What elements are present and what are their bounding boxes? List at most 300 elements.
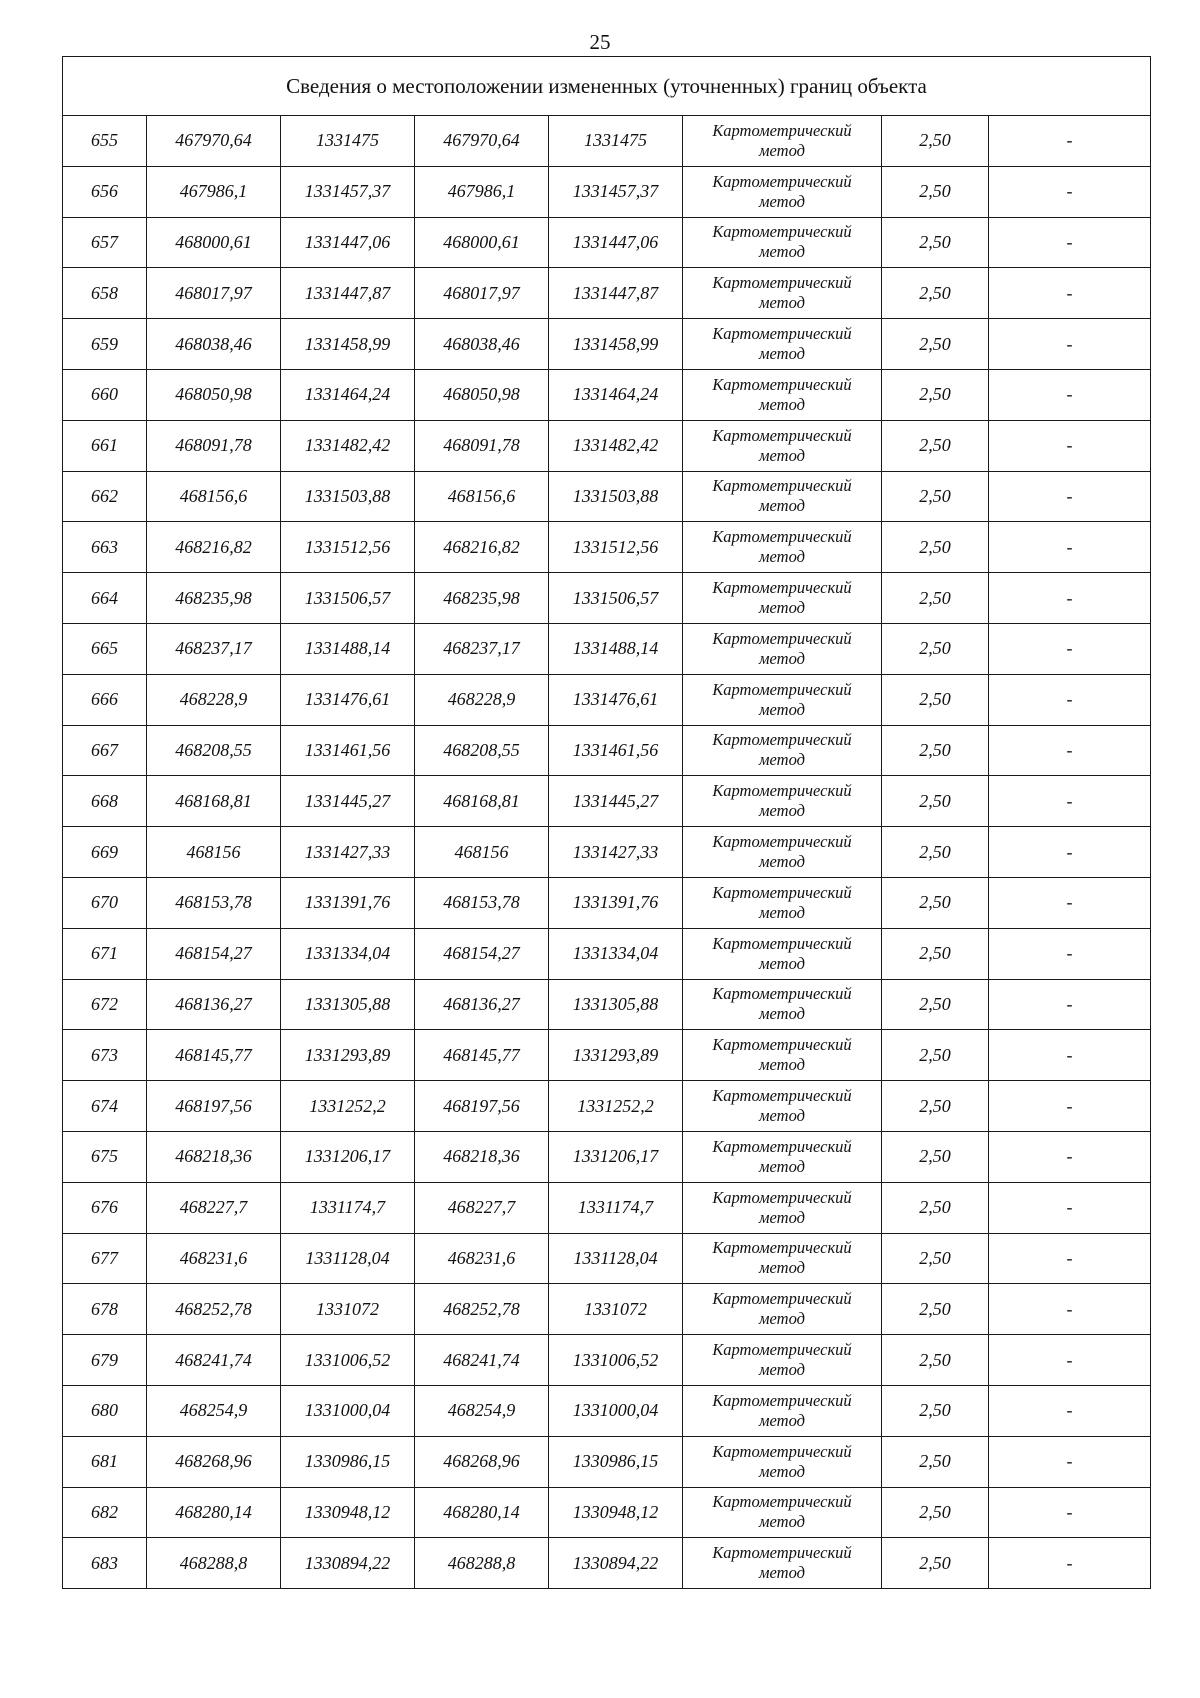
x-existing-cell: 468216,82 (147, 522, 281, 573)
method-line-2: метод (759, 1106, 805, 1126)
x-refined-cell: 468136,27 (415, 979, 549, 1030)
y-existing-cell: 1331503,88 (281, 471, 415, 522)
x-existing-cell: 468254,9 (147, 1385, 281, 1436)
point-number-cell: 678 (63, 1284, 147, 1335)
note-cell: - (989, 319, 1151, 370)
accuracy-cell: 2,50 (882, 1385, 989, 1436)
x-existing-cell: 468154,27 (147, 928, 281, 979)
accuracy-cell: 2,50 (882, 1081, 989, 1132)
x-existing-cell: 468280,14 (147, 1487, 281, 1538)
x-refined-cell: 468168,81 (415, 776, 549, 827)
y-refined-cell: 1331461,56 (549, 725, 683, 776)
x-existing-cell: 468197,56 (147, 1081, 281, 1132)
table-title: Сведения о местоположении измененных (уточненных) границ объекта (63, 57, 1151, 116)
method-cell (683, 1436, 882, 1487)
y-refined-cell: 1331447,87 (549, 268, 683, 319)
table-row (63, 674, 1151, 725)
point-number-cell: 669 (63, 827, 147, 878)
table-row (63, 1233, 1151, 1284)
x-existing-cell: 468231,6 (147, 1233, 281, 1284)
point-number-cell: 657 (63, 217, 147, 268)
x-refined-cell: 468254,9 (415, 1385, 549, 1436)
method-line-1: Картометрический (712, 476, 852, 496)
table-row (63, 116, 1151, 167)
y-refined-cell: 1331457,37 (549, 166, 683, 217)
x-refined-cell: 468241,74 (415, 1335, 549, 1386)
note-cell: - (989, 268, 1151, 319)
y-refined-cell: 1331000,04 (549, 1385, 683, 1436)
x-refined-cell: 468156 (415, 827, 549, 878)
method-line-1: Картометрический (712, 933, 852, 953)
y-refined-cell: 1331512,56 (549, 522, 683, 573)
table-row (63, 1335, 1151, 1386)
y-refined-cell: 1331305,88 (549, 979, 683, 1030)
method-line-1: Картометрический (712, 222, 852, 242)
y-refined-cell: 1331445,27 (549, 776, 683, 827)
x-existing-cell: 468235,98 (147, 573, 281, 624)
x-existing-cell: 468227,7 (147, 1182, 281, 1233)
method-line-2: метод (759, 344, 805, 364)
boundary-table (62, 56, 1151, 1589)
point-number-cell: 674 (63, 1081, 147, 1132)
method-line-2: метод (759, 445, 805, 465)
method-line-1: Картометрический (712, 374, 852, 394)
point-number-cell: 675 (63, 1131, 147, 1182)
x-refined-cell: 468268,96 (415, 1436, 549, 1487)
accuracy-cell: 2,50 (882, 623, 989, 674)
point-number-cell: 671 (63, 928, 147, 979)
point-number-cell: 673 (63, 1030, 147, 1081)
note-cell: - (989, 928, 1151, 979)
table-row (63, 979, 1151, 1030)
y-refined-cell: 1331206,17 (549, 1131, 683, 1182)
accuracy-cell: 2,50 (882, 776, 989, 827)
point-number-cell: 655 (63, 116, 147, 167)
method-line-1: Картометрический (712, 1136, 852, 1156)
y-existing-cell: 1331000,04 (281, 1385, 415, 1436)
point-number-cell: 659 (63, 319, 147, 370)
x-refined-cell: 468216,82 (415, 522, 549, 573)
table-row (63, 1131, 1151, 1182)
method-cell (683, 928, 882, 979)
table-row (63, 319, 1151, 370)
method-line-1: Картометрический (712, 171, 852, 191)
point-number-cell: 680 (63, 1385, 147, 1436)
y-existing-cell: 1331464,24 (281, 369, 415, 420)
x-existing-cell: 467986,1 (147, 166, 281, 217)
x-existing-cell: 468241,74 (147, 1335, 281, 1386)
method-line-1: Картометрический (712, 1086, 852, 1106)
x-refined-cell: 467970,64 (415, 116, 549, 167)
accuracy-cell: 2,50 (882, 471, 989, 522)
point-number-cell: 662 (63, 471, 147, 522)
x-refined-cell: 468050,98 (415, 369, 549, 420)
table-row (63, 725, 1151, 776)
method-line-2: метод (759, 140, 805, 160)
y-existing-cell: 1331482,42 (281, 420, 415, 471)
x-existing-cell: 468288,8 (147, 1538, 281, 1589)
x-existing-cell: 468208,55 (147, 725, 281, 776)
note-cell: - (989, 725, 1151, 776)
method-line-2: метод (759, 242, 805, 262)
accuracy-cell: 2,50 (882, 369, 989, 420)
y-existing-cell: 1331476,61 (281, 674, 415, 725)
method-line-1: Картометрический (712, 425, 852, 445)
x-existing-cell: 468136,27 (147, 979, 281, 1030)
note-cell: - (989, 776, 1151, 827)
x-existing-cell: 468268,96 (147, 1436, 281, 1487)
table-row (63, 1030, 1151, 1081)
x-refined-cell: 468218,36 (415, 1131, 549, 1182)
accuracy-cell: 2,50 (882, 725, 989, 776)
method-cell (683, 1385, 882, 1436)
note-cell: - (989, 420, 1151, 471)
y-refined-cell: 1331475 (549, 116, 683, 167)
method-line-2: метод (759, 1563, 805, 1583)
x-refined-cell: 468235,98 (415, 573, 549, 624)
x-existing-cell: 468017,97 (147, 268, 281, 319)
note-cell: - (989, 623, 1151, 674)
method-line-1: Картометрический (712, 1543, 852, 1563)
method-cell (683, 725, 882, 776)
method-line-1: Картометрический (712, 679, 852, 699)
note-cell: - (989, 1131, 1151, 1182)
accuracy-cell: 2,50 (882, 1487, 989, 1538)
note-cell: - (989, 1233, 1151, 1284)
method-cell (683, 217, 882, 268)
y-existing-cell: 1331512,56 (281, 522, 415, 573)
y-existing-cell: 1331128,04 (281, 1233, 415, 1284)
y-existing-cell: 1331475 (281, 116, 415, 167)
accuracy-cell: 2,50 (882, 1030, 989, 1081)
point-number-cell: 665 (63, 623, 147, 674)
point-number-cell: 670 (63, 877, 147, 928)
method-line-1: Картометрический (712, 120, 852, 140)
x-refined-cell: 468197,56 (415, 1081, 549, 1132)
method-cell (683, 1487, 882, 1538)
x-existing-cell: 468091,78 (147, 420, 281, 471)
point-number-cell: 663 (63, 522, 147, 573)
y-refined-cell: 1331427,33 (549, 827, 683, 878)
table-row (63, 1081, 1151, 1132)
point-number-cell: 677 (63, 1233, 147, 1284)
method-cell (683, 1182, 882, 1233)
y-existing-cell: 1331305,88 (281, 979, 415, 1030)
y-refined-cell: 1330986,15 (549, 1436, 683, 1487)
method-line-2: метод (759, 801, 805, 821)
method-cell (683, 420, 882, 471)
y-refined-cell: 1330948,12 (549, 1487, 683, 1538)
x-existing-cell: 468156,6 (147, 471, 281, 522)
method-line-1: Картометрический (712, 1441, 852, 1461)
point-number-cell: 681 (63, 1436, 147, 1487)
table-row (63, 573, 1151, 624)
y-existing-cell: 1331006,52 (281, 1335, 415, 1386)
method-cell (683, 268, 882, 319)
y-refined-cell: 1331006,52 (549, 1335, 683, 1386)
note-cell: - (989, 217, 1151, 268)
y-refined-cell: 1331174,7 (549, 1182, 683, 1233)
y-existing-cell: 1331458,99 (281, 319, 415, 370)
note-cell: - (989, 166, 1151, 217)
accuracy-cell: 2,50 (882, 1335, 989, 1386)
x-refined-cell: 468000,61 (415, 217, 549, 268)
table-row (63, 1436, 1151, 1487)
accuracy-cell: 2,50 (882, 1284, 989, 1335)
point-number-cell: 658 (63, 268, 147, 319)
table-row (63, 928, 1151, 979)
note-cell: - (989, 1030, 1151, 1081)
accuracy-cell: 2,50 (882, 420, 989, 471)
method-line-1: Картометрический (712, 1035, 852, 1055)
method-line-2: метод (759, 293, 805, 313)
x-refined-cell: 468153,78 (415, 877, 549, 928)
accuracy-cell: 2,50 (882, 116, 989, 167)
y-existing-cell: 1331457,37 (281, 166, 415, 217)
point-number-cell: 679 (63, 1335, 147, 1386)
y-existing-cell: 1331252,2 (281, 1081, 415, 1132)
method-line-2: метод (759, 598, 805, 618)
accuracy-cell: 2,50 (882, 877, 989, 928)
method-cell (683, 1233, 882, 1284)
x-existing-cell: 468168,81 (147, 776, 281, 827)
table-row (63, 420, 1151, 471)
method-cell (683, 369, 882, 420)
note-cell: - (989, 979, 1151, 1030)
y-existing-cell: 1331506,57 (281, 573, 415, 624)
accuracy-cell: 2,50 (882, 1131, 989, 1182)
x-refined-cell: 468288,8 (415, 1538, 549, 1589)
accuracy-cell: 2,50 (882, 1233, 989, 1284)
x-existing-cell: 468038,46 (147, 319, 281, 370)
method-cell (683, 116, 882, 167)
note-cell: - (989, 1081, 1151, 1132)
table-row (63, 369, 1151, 420)
table-row (63, 522, 1151, 573)
note-cell: - (989, 522, 1151, 573)
y-existing-cell: 1330948,12 (281, 1487, 415, 1538)
note-cell: - (989, 1385, 1151, 1436)
method-line-2: метод (759, 902, 805, 922)
y-refined-cell: 1331252,2 (549, 1081, 683, 1132)
x-refined-cell: 468228,9 (415, 674, 549, 725)
table-row (63, 166, 1151, 217)
y-refined-cell: 1331482,42 (549, 420, 683, 471)
method-line-2: метод (759, 496, 805, 516)
x-existing-cell: 468145,77 (147, 1030, 281, 1081)
x-refined-cell: 468237,17 (415, 623, 549, 674)
x-existing-cell: 467970,64 (147, 116, 281, 167)
method-line-2: метод (759, 1309, 805, 1329)
y-existing-cell: 1331391,76 (281, 877, 415, 928)
method-line-2: метод (759, 1410, 805, 1430)
point-number-cell: 672 (63, 979, 147, 1030)
y-refined-cell: 1331447,06 (549, 217, 683, 268)
x-refined-cell: 468280,14 (415, 1487, 549, 1538)
accuracy-cell: 2,50 (882, 522, 989, 573)
y-existing-cell: 1331445,27 (281, 776, 415, 827)
note-cell: - (989, 369, 1151, 420)
table-row (63, 471, 1151, 522)
method-line-2: метод (759, 699, 805, 719)
x-existing-cell: 468252,78 (147, 1284, 281, 1335)
x-refined-cell: 468091,78 (415, 420, 549, 471)
y-refined-cell: 1331072 (549, 1284, 683, 1335)
method-cell (683, 1284, 882, 1335)
y-refined-cell: 1331128,04 (549, 1233, 683, 1284)
method-line-2: метод (759, 191, 805, 211)
accuracy-cell: 2,50 (882, 217, 989, 268)
method-line-2: метод (759, 1360, 805, 1380)
method-line-1: Картометрический (712, 1289, 852, 1309)
x-refined-cell: 468231,6 (415, 1233, 549, 1284)
note-cell: - (989, 877, 1151, 928)
method-cell (683, 776, 882, 827)
y-refined-cell: 1331293,89 (549, 1030, 683, 1081)
accuracy-cell: 2,50 (882, 319, 989, 370)
x-existing-cell: 468153,78 (147, 877, 281, 928)
accuracy-cell: 2,50 (882, 827, 989, 878)
method-line-2: метод (759, 648, 805, 668)
x-existing-cell: 468050,98 (147, 369, 281, 420)
method-cell (683, 827, 882, 878)
method-line-2: метод (759, 1156, 805, 1176)
x-existing-cell: 468156 (147, 827, 281, 878)
y-existing-cell: 1331461,56 (281, 725, 415, 776)
method-line-1: Картометрический (712, 578, 852, 598)
table-row (63, 217, 1151, 268)
method-line-2: метод (759, 1207, 805, 1227)
point-number-cell: 661 (63, 420, 147, 471)
method-line-1: Картометрический (712, 1187, 852, 1207)
y-refined-cell: 1331464,24 (549, 369, 683, 420)
accuracy-cell: 2,50 (882, 573, 989, 624)
x-refined-cell: 468017,97 (415, 268, 549, 319)
point-number-cell: 667 (63, 725, 147, 776)
table-row (63, 623, 1151, 674)
point-number-cell: 668 (63, 776, 147, 827)
method-line-1: Картометрический (712, 1340, 852, 1360)
table-row (63, 1487, 1151, 1538)
y-existing-cell: 1331072 (281, 1284, 415, 1335)
y-existing-cell: 1331447,06 (281, 217, 415, 268)
y-existing-cell: 1330986,15 (281, 1436, 415, 1487)
method-cell (683, 319, 882, 370)
accuracy-cell: 2,50 (882, 1538, 989, 1589)
method-cell (683, 674, 882, 725)
table-row (63, 827, 1151, 878)
table-row (63, 877, 1151, 928)
method-line-2: метод (759, 394, 805, 414)
note-cell: - (989, 827, 1151, 878)
accuracy-cell: 2,50 (882, 979, 989, 1030)
x-refined-cell: 468252,78 (415, 1284, 549, 1335)
table-row (63, 1182, 1151, 1233)
x-refined-cell: 468154,27 (415, 928, 549, 979)
note-cell: - (989, 573, 1151, 624)
accuracy-cell: 2,50 (882, 1182, 989, 1233)
y-refined-cell: 1331488,14 (549, 623, 683, 674)
method-line-1: Картометрический (712, 1390, 852, 1410)
method-cell (683, 623, 882, 674)
note-cell: - (989, 1487, 1151, 1538)
x-refined-cell: 468145,77 (415, 1030, 549, 1081)
note-cell: - (989, 1436, 1151, 1487)
method-cell (683, 1538, 882, 1589)
x-refined-cell: 467986,1 (415, 166, 549, 217)
accuracy-cell: 2,50 (882, 166, 989, 217)
method-cell (683, 573, 882, 624)
method-line-2: метод (759, 953, 805, 973)
y-refined-cell: 1330894,22 (549, 1538, 683, 1589)
method-line-1: Картометрический (712, 832, 852, 852)
page-number: 25 (589, 30, 611, 54)
method-line-2: метод (759, 1461, 805, 1481)
y-existing-cell: 1330894,22 (281, 1538, 415, 1589)
method-cell (683, 1131, 882, 1182)
method-cell (683, 166, 882, 217)
y-existing-cell: 1331174,7 (281, 1182, 415, 1233)
method-cell (683, 877, 882, 928)
point-number-cell: 676 (63, 1182, 147, 1233)
table-row (63, 1385, 1151, 1436)
method-line-2: метод (759, 1004, 805, 1024)
x-existing-cell: 468228,9 (147, 674, 281, 725)
table-body (63, 57, 1151, 1589)
method-cell (683, 522, 882, 573)
y-refined-cell: 1331458,99 (549, 319, 683, 370)
x-refined-cell: 468156,6 (415, 471, 549, 522)
method-line-1: Картометрический (712, 984, 852, 1004)
table-row (63, 268, 1151, 319)
method-line-1: Картометрический (712, 628, 852, 648)
y-existing-cell: 1331427,33 (281, 827, 415, 878)
method-line-1: Картометрический (712, 527, 852, 547)
x-refined-cell: 468227,7 (415, 1182, 549, 1233)
y-existing-cell: 1331206,17 (281, 1131, 415, 1182)
x-refined-cell: 468038,46 (415, 319, 549, 370)
method-line-2: метод (759, 547, 805, 567)
y-existing-cell: 1331488,14 (281, 623, 415, 674)
table-row (63, 776, 1151, 827)
method-line-2: метод (759, 852, 805, 872)
note-cell: - (989, 1538, 1151, 1589)
accuracy-cell: 2,50 (882, 1436, 989, 1487)
method-line-1: Картометрический (712, 1492, 852, 1512)
method-line-2: метод (759, 1258, 805, 1278)
point-number-cell: 656 (63, 166, 147, 217)
method-line-1: Картометрический (712, 781, 852, 801)
method-line-1: Картометрический (712, 324, 852, 344)
method-line-2: метод (759, 750, 805, 770)
point-number-cell: 660 (63, 369, 147, 420)
x-existing-cell: 468237,17 (147, 623, 281, 674)
accuracy-cell: 2,50 (882, 928, 989, 979)
note-cell: - (989, 471, 1151, 522)
note-cell: - (989, 1284, 1151, 1335)
table-row (63, 1284, 1151, 1335)
method-line-1: Картометрический (712, 273, 852, 293)
method-cell (683, 1081, 882, 1132)
y-refined-cell: 1331391,76 (549, 877, 683, 928)
y-refined-cell: 1331334,04 (549, 928, 683, 979)
method-line-1: Картометрический (712, 730, 852, 750)
y-existing-cell: 1331293,89 (281, 1030, 415, 1081)
y-existing-cell: 1331447,87 (281, 268, 415, 319)
method-line-2: метод (759, 1055, 805, 1075)
note-cell: - (989, 1335, 1151, 1386)
point-number-cell: 682 (63, 1487, 147, 1538)
